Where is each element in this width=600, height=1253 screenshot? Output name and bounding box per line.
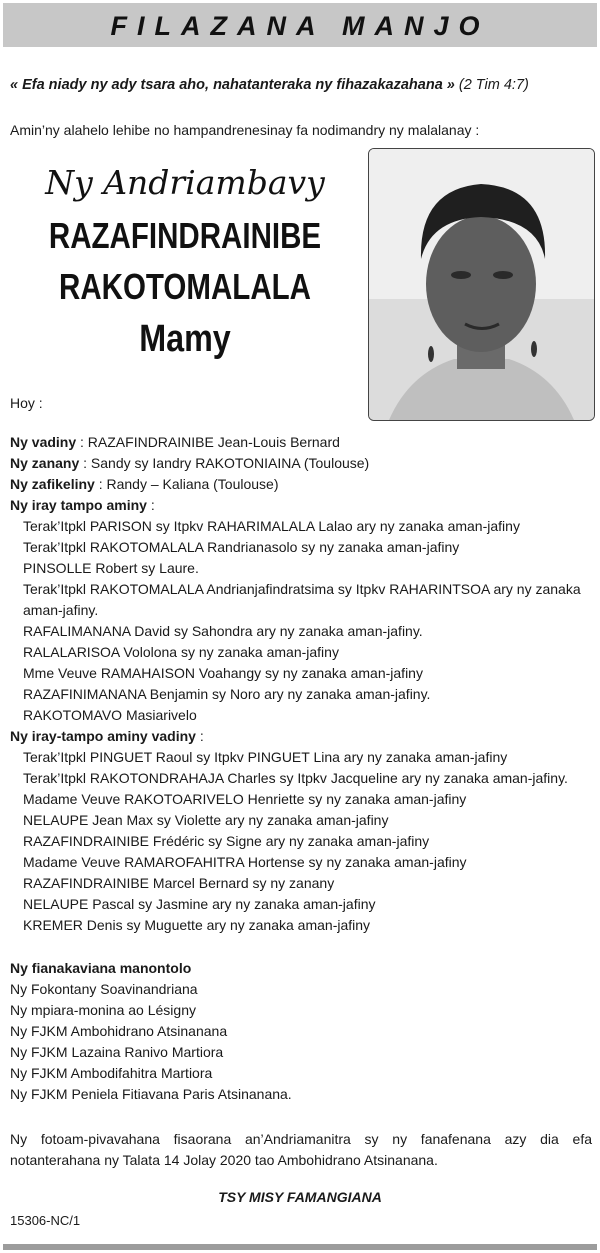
list-item: Terak’Itpkl PARISON sy Itpkv RAHARIMALALA Lalao ary ny zanaka aman-jafiny	[23, 518, 520, 534]
list-item: RAZAFINDRAINIBE Marcel Bernard sy ny zanany	[23, 875, 335, 891]
zafikeliny-text: : Randy – Kaliana (Toulouse)	[94, 476, 279, 492]
list-item: Mme Veuve RAMAHAISON Voahangy sy ny zanaka aman-jafiny	[23, 665, 423, 681]
list-item: Terak’Itpkl RAKOTONDRAHAJA Charles sy Itpkv Jacqueline ary ny zanaka aman-jafiny.	[23, 770, 568, 786]
footer-band	[3, 1244, 597, 1250]
relation-item: Ny FJKM Peniela Fitiavana Paris Atsinanana.	[10, 1086, 292, 1102]
page-title: FILAZANA MANJO	[110, 11, 490, 41]
tampo-label: Ny iray tampo aminy	[10, 497, 147, 513]
zafikeliny-line	[10, 476, 279, 493]
deceased-name-2: RAKOTOMALALA	[59, 266, 311, 307]
list-item: Madame Veuve RAKOTOARIVELO Henriette sy ny zanaka aman-jafiny	[23, 791, 467, 807]
vady-label: Ny vadiny	[10, 434, 77, 450]
relation-item: Ny FJKM Ambohidrano Atsinanana	[10, 1023, 228, 1039]
no-visits-notice: TSY MISY FAMANGIANA	[218, 1189, 382, 1205]
tampo-vady-heading: Ny iray-tampo aminy vadiny :	[10, 728, 204, 744]
list-item: RAKOTOMAVO Masiarivelo	[23, 707, 197, 723]
zanany-text: : Sandy sy Iandry RAKOTONIAINA (Toulouse)	[79, 455, 370, 471]
funeral-notice: Ny fotoam-pivavahana fisaorana an’Andriamanitra sy ny fanafenana azy dia efa notanterahana ny Talata 14 Jolay 2020 tao Ambohidrano Atsinanana.	[10, 1131, 592, 1168]
vady-line	[10, 434, 340, 451]
list-item: Terak’Itpkl RAKOTOMALALA Andrianjafindratsima sy Itpkv RAHARINTSOA ary ny zanaka	[23, 581, 581, 597]
relation-item: Ny FJKM Lazaina Ranivo Martiora	[10, 1044, 224, 1060]
vady-text: : RAZAFINDRAINIBE Jean-Louis Bernard	[76, 434, 340, 450]
relations-label: Ny fianakaviana manontolo	[10, 960, 192, 976]
list-item: NELAUPE Pascal sy Jasmine ary ny zanaka aman-jafiny	[23, 896, 376, 912]
list-item: KREMER Denis sy Muguette ary ny zanaka aman-jafiny	[23, 917, 371, 933]
list-item: RALALARISOA Vololona sy ny zanaka aman-jafiny	[23, 644, 339, 660]
quote-reference: (2 Tim 4:7)	[458, 77, 529, 93]
list-item: RAZAFINDRAINIBE Frédéric sy Signe ary ny zanaka aman-jafiny	[23, 833, 430, 849]
relation-item: Ny Fokontany Soavinandriana	[10, 981, 198, 997]
intro-text: Amin’ny alahelo lehibe no hampandrenesinay fa nodimandry ny malalanay :	[10, 122, 480, 138]
list-item: RAFALIMANANA David sy Sahondra ary ny zanaka aman-jafiny.	[23, 623, 423, 639]
tampo-heading: Ny iray tampo aminy :	[10, 497, 155, 513]
zanany-label: Ny zanany	[10, 455, 80, 471]
zanany-line	[10, 455, 369, 472]
list-item: aman-jafiny.	[23, 602, 99, 618]
list-item: Madame Veuve RAMAROFAHITRA Hortense sy ny zanaka aman-jafiny	[23, 854, 467, 870]
tampo-vady-label: Ny iray-tampo aminy vadiny	[10, 728, 196, 744]
deceased-nickname: Mamy	[139, 318, 231, 360]
quote-text: « Efa niady ny ady tsara aho, nahatanteraka ny fihazakazahana »	[10, 77, 455, 93]
relation-item: Ny mpiara-monina ao Lésigny	[10, 1002, 196, 1018]
bible-quote	[10, 77, 529, 94]
list-item: Terak’Itpkl RAKOTOMALALA Randrianasolo sy ny zanaka aman-jafiny	[23, 539, 460, 555]
zafikeliny-label: Ny zafikeliny	[10, 476, 95, 492]
relations-heading	[10, 960, 191, 977]
list-item: PINSOLLE Robert sy Laure.	[23, 560, 199, 576]
hoy-label: Hoy :	[10, 395, 43, 411]
list-item: RAZAFINIMANANA Benjamin sy Noro ary ny zanaka aman-jafiny.	[23, 686, 431, 702]
deceased-name-1: RAZAFINDRAINIBE	[48, 215, 322, 256]
reference-code: 15306-NC/1	[10, 1213, 81, 1228]
list-item: NELAUPE Jean Max sy Violette ary ny zanaka aman-jafiny	[23, 812, 389, 828]
honorific-title: Ny Andriambavy	[45, 163, 325, 202]
portrait-photo	[368, 148, 595, 421]
relation-item: Ny FJKM Ambodifahitra Martiora	[10, 1065, 213, 1081]
list-item: Terak’Itpkl PINGUET Raoul sy Itpkv PINGUET Lina ary ny zanaka aman-jafiny	[23, 749, 508, 765]
